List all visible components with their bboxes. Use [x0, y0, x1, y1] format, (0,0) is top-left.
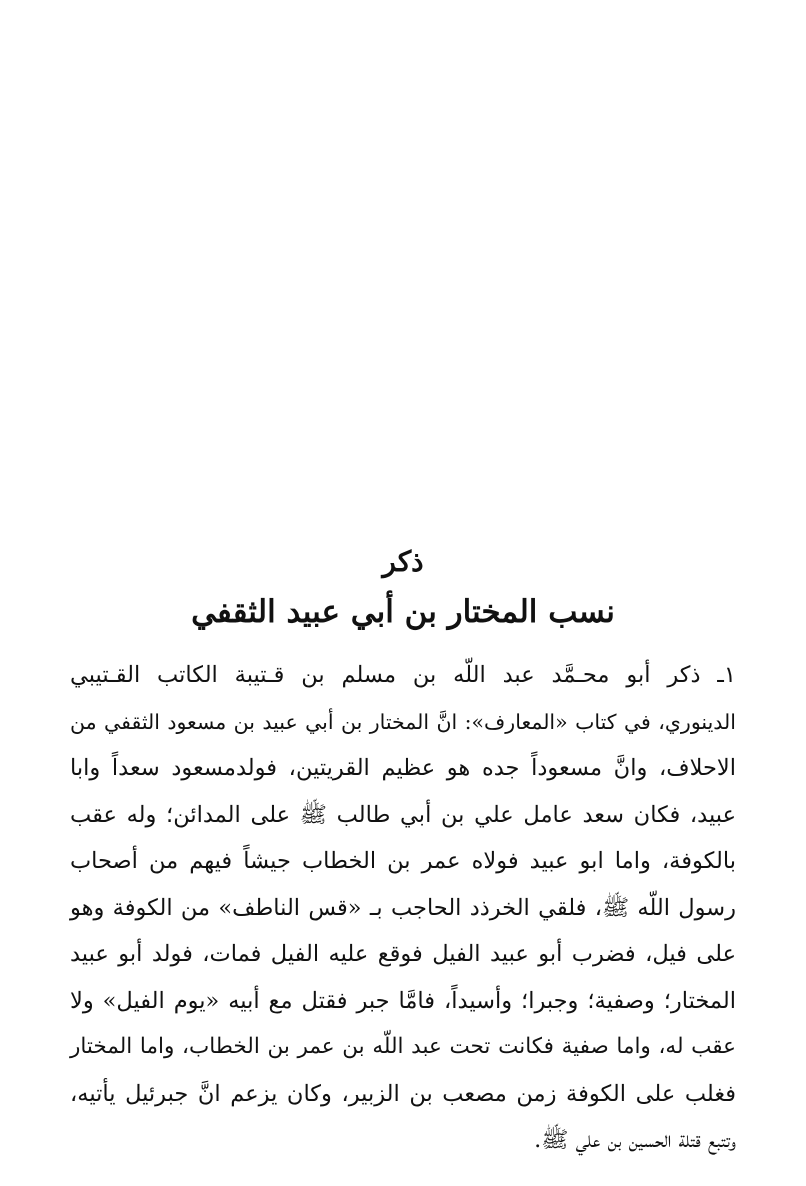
body-paragraph — [70, 652, 736, 1164]
text-line: على فيل، فضرب أبو عبيد الفيل فوقع عليه الفيل فمات، فولد أبو عبيد — [70, 941, 736, 967]
text-line: الاحلاف، وانَّ مسعوداً جده هو عظيم القريتين، فولدمسعود سعداً وابا — [70, 755, 736, 781]
section-label: ذكر — [382, 545, 424, 578]
text-line: فغلب على الكوفة زمن مصعب بن الزبير، وكان يزعم انَّ جبرئيل يأتيه، — [70, 1080, 736, 1107]
text-line: المختار؛ وصفية؛ وجبرا؛ وأسيداً، فامَّا جبر فقتل مع أبيه «يوم الفيل» ولا — [70, 987, 736, 1014]
text-line: رسول اللّه ﷺ، فلقي الخرذد الحاجب بـ «قس الناطف» من الكوفة وهو — [70, 894, 736, 921]
text-line: الدينوري، في كتاب «المعارف»: انَّ المختار بن أبي عبيد بن مسعود الثقفي من — [70, 709, 736, 734]
text-line: ١ـ ذكر أبو محـمَّد عبد اللّه بن مسلم بن قـتيبة الكاتب القـتيبي — [70, 662, 736, 688]
text-line: وتتبع قتلة الحسين بن علي ﷺ. — [534, 1127, 736, 1153]
section-title: نسب المختار بن أبي عبيد الثقفي — [191, 594, 615, 630]
text-line: عقب له، واما صفية فكانت تحت عبد اللّه بن عمر بن الخطاب، واما المختار — [70, 1034, 736, 1059]
text-line: بالكوفة، واما ابو عبيد فولاه عمر بن الخطاب جيشاً فيهم من أصحاب — [70, 848, 736, 874]
text-line: عبيد، فكان سعد عامل علي بن أبي طالب ﷺ على المدائن؛ وله عقب — [70, 801, 736, 828]
